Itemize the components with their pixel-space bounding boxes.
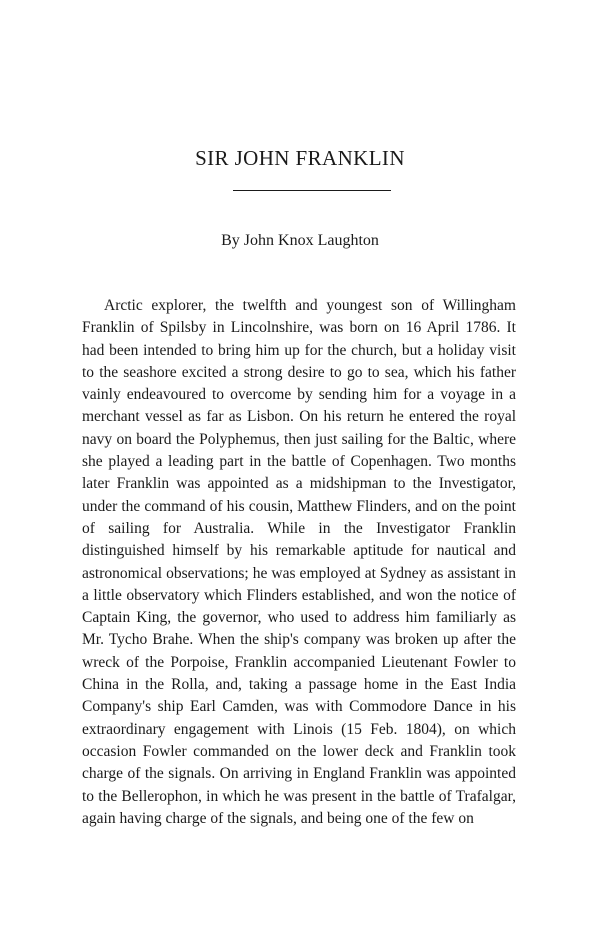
chapter-title: SIR JOHN FRANKLIN: [195, 146, 405, 170]
author-byline: By John Knox Laughton: [221, 232, 379, 249]
body-paragraph: Arctic explorer, the twelfth and youngest son of Willingham Franklin of Spilsby in Lincolnshire, was born on 16 April 1786. It had been intended to bring him up for the church, but a holiday visit to the seashore excited a strong desire to go to sea, which his father vainly endeavoured to overcome by sending him for a voyage in a merchant vessel as far as Lisbon. On his return he entered the royal navy on board the Polyphemus, then just sailing for the Baltic, where she played a leading part in the battle of Copenhagen. Two months later Franklin was appointed as a midshipman to the Investigator, under the command of his cousin, Matthew Flinders, and on the point of sailing for Australia. While in the Investigator Franklin distinguished himself by his remarkable aptitude for nautical and astronomical observations; he was employed at Sydney as assistant in a little observatory which Flinders established, and won the notice of Captain King, the governor, who used to address him familiarly as Mr. Tycho Brahe. When the ship's company was broken up after the wreck of the Porpoise, Franklin accompanied Lieutenant Fowler to China in the Rolla, and, taking a passage home in the East India Company's ship Earl Camden, was with Commodore Dance in his extraordinary engagement with Linois (15 Feb. 1804), on which occasion Fowler commanded on the lower deck and Franklin took charge of the signals. On arriving in England Franklin was appointed to the Bellerophon, in which he was present in the battle of Trafalgar, again having charge of the signals, and being one of the few on: [82, 297, 516, 827]
title-divider: [233, 190, 391, 191]
